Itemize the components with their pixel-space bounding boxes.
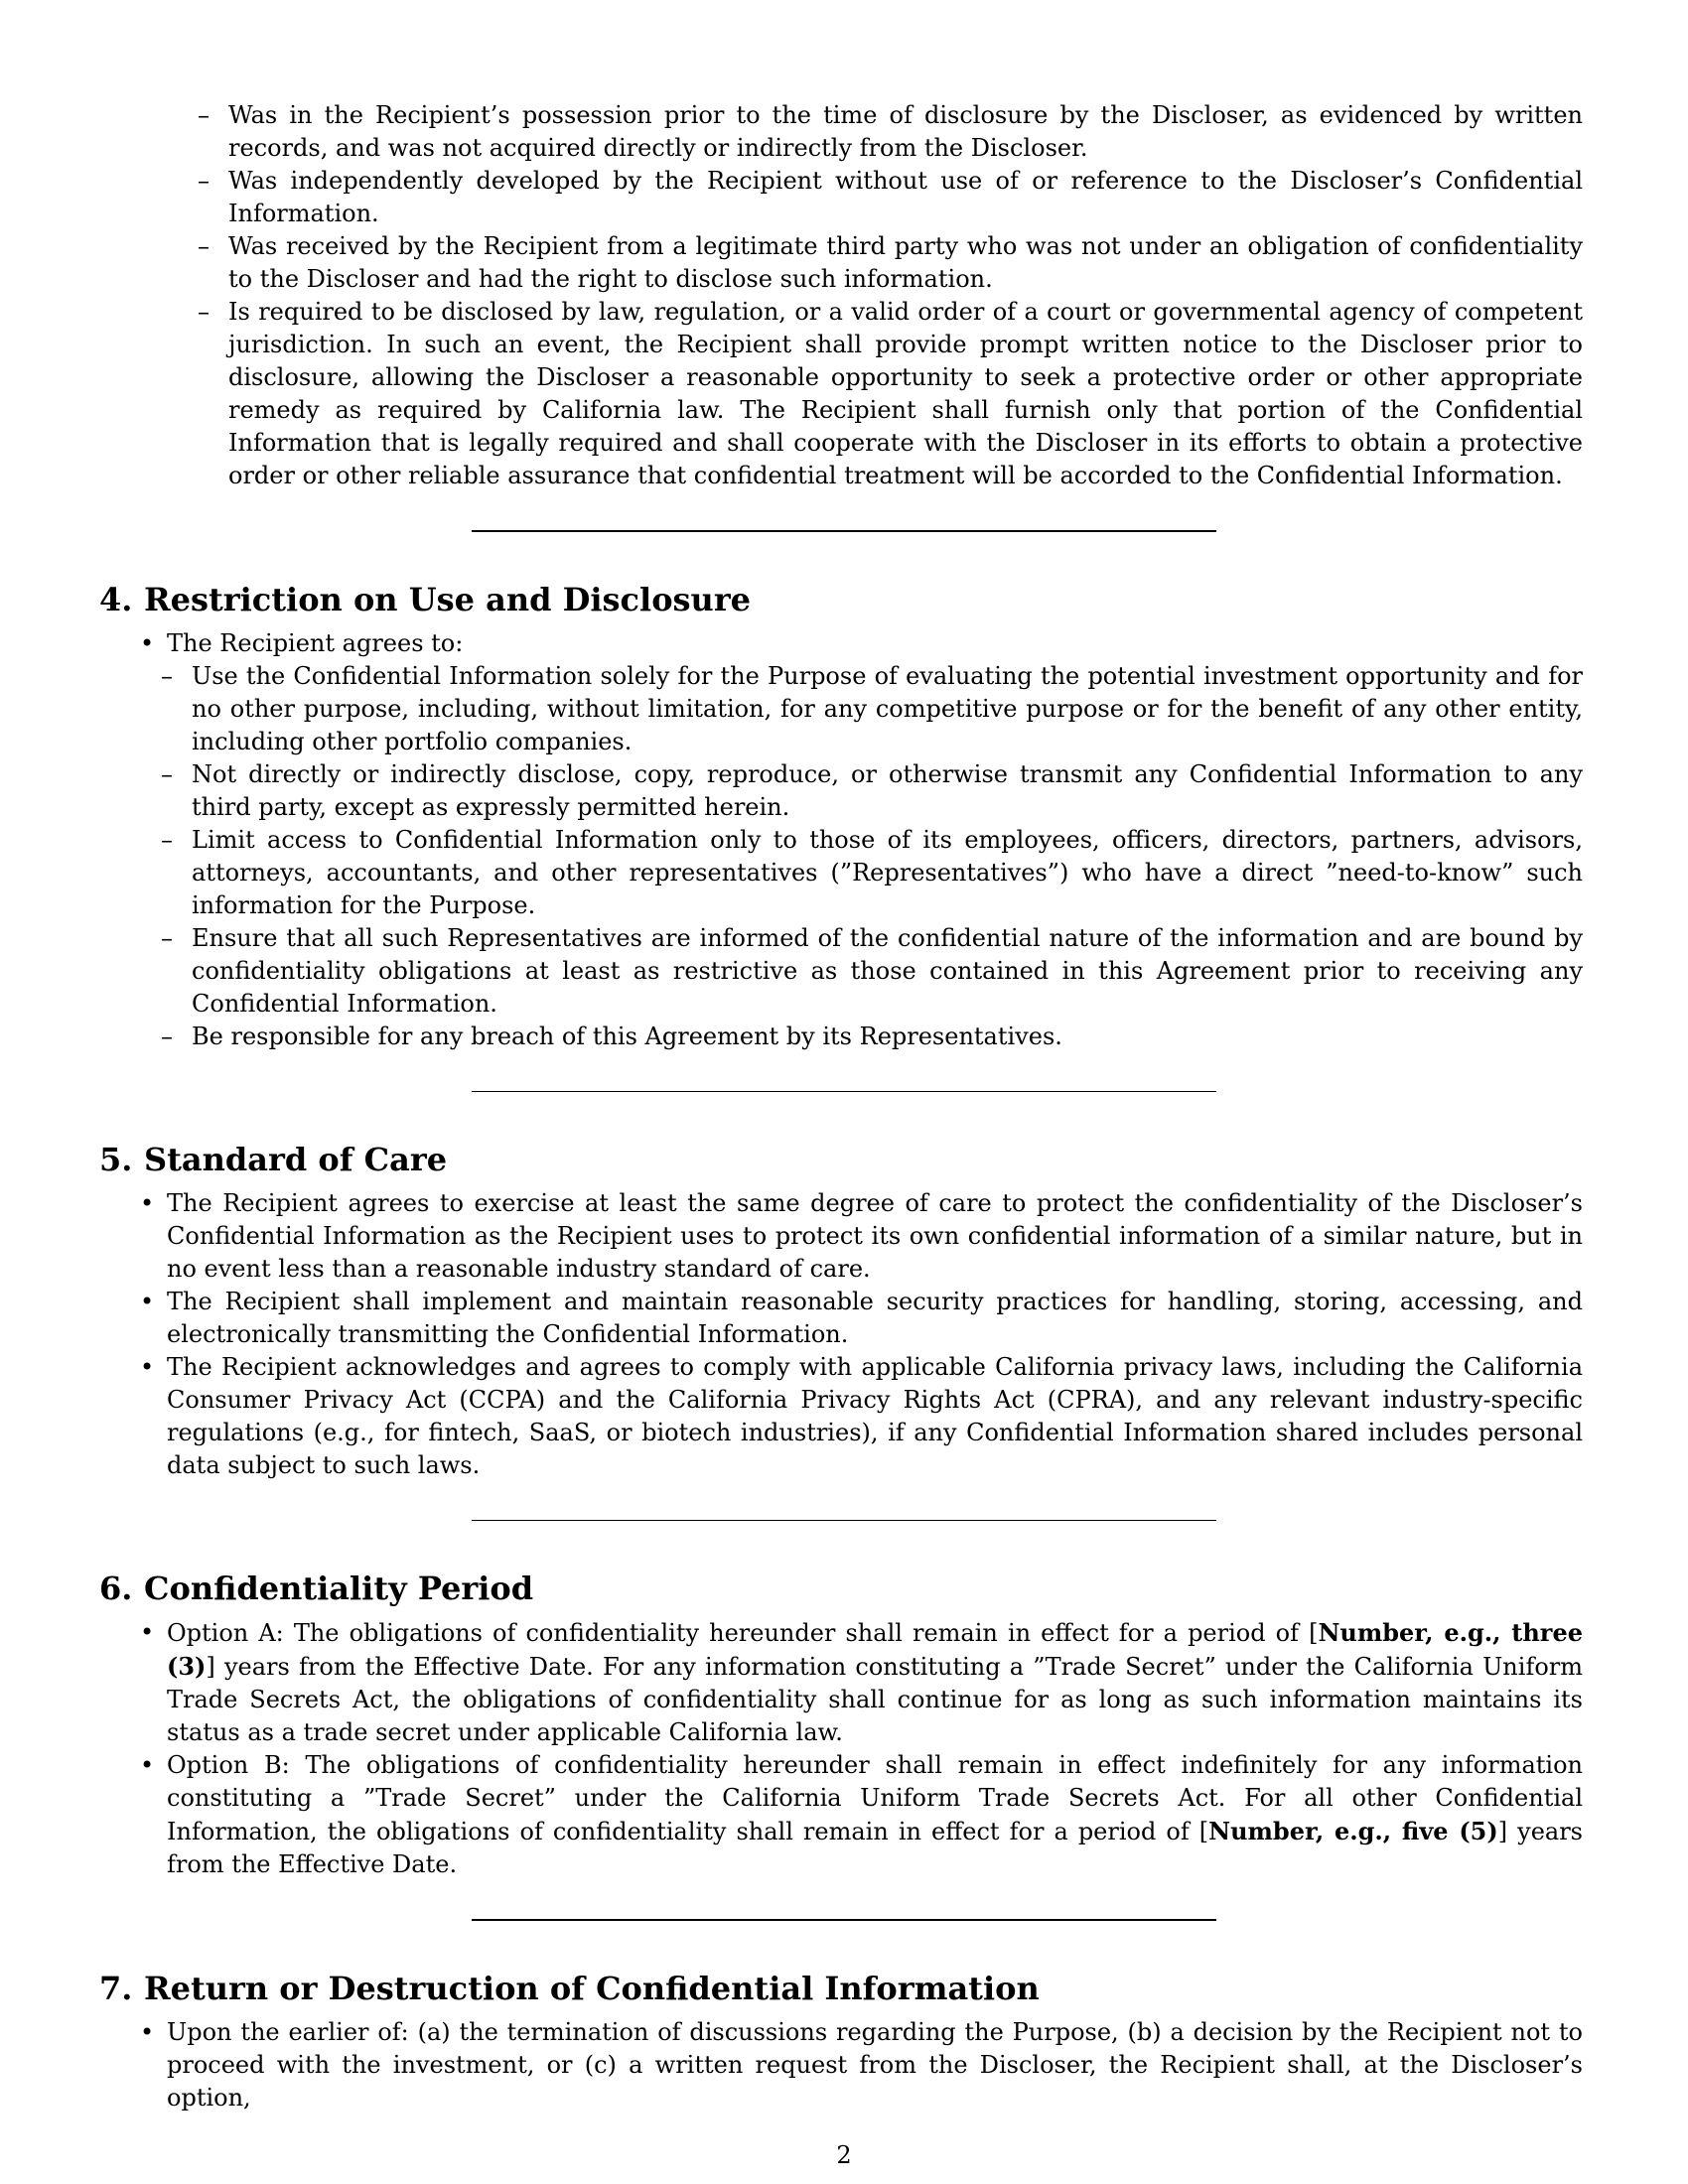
- section-number: 5.: [99, 1141, 133, 1178]
- list-item: – Limit access to Confidential Information only to those of its employees, officers, directors, partners, advisors, attorneys, accountants, and other representatives (”Representatives”) who have a direct ”need-to-know” such information for the Purpose.: [161, 824, 1583, 922]
- list-item-text: The Recipient acknowledges and agrees to comply with applicable California privacy laws, including the California Consumer Privacy Act (CCPA) and the California Privacy Rights Act (CPRA), and any relevant industry-specific regulations (e.g., for fintech, SaaS, or biotech industries), if any Confidential Information shared includes personal data subject to such laws.: [167, 1353, 1583, 1479]
- list-item-text: Upon the earlier of: (a) the termination of discussions regarding the Purpose, (b) a decision by the Recipient not to proceed with the investment, or (c) a written request from the Discloser, the Recipient shall, at the Discloser’s option,: [167, 2018, 1583, 2112]
- section-title: Restriction on Use and Disclosure: [144, 581, 752, 618]
- list-item: [138, 1351, 1583, 1482]
- option-b-placeholder: Number, e.g., five (5): [1208, 1817, 1498, 1845]
- list-item-text: The Recipient shall implement and maintain reasonable security practices for handling, storing, accessing, and electronically transmitting the Confidential Information.: [167, 1288, 1583, 1348]
- option-a-text-end: ] years from the Effective Date. For any information constituting a ”Trade Secret” under the California Uniform Trade Secrets Act, the obligations of confidentiality shall continue for as long as such information maintains its status as a trade secret under applicable California law.: [167, 1653, 1583, 1746]
- bullet-icon: •: [140, 629, 155, 657]
- list-item: [138, 2016, 1583, 2115]
- list-item: – Was independently developed by the Recipient without use of or reference to the Discloser’s Confidential Information.: [198, 165, 1583, 230]
- list-item-text: The Recipient agrees to:: [167, 629, 464, 657]
- page-number: 2: [836, 2141, 852, 2169]
- option-b-text: Option B: The obligations of confidentiality hereunder shall remain in effect indefinitely for any information constituting a ”Trade Secret” under the California Uniform Trade Secrets Act. For all other Confidential Information, the obligations of confidentiality shall remain in effect for a period of [: [167, 1751, 1583, 1845]
- section-6-list: [138, 1616, 1583, 1881]
- section-number: 6.: [99, 1570, 133, 1607]
- section-title: Confidentiality Period: [144, 1570, 534, 1607]
- option-a-text: Option A: The obligations of confidentiality hereunder shall remain in effect for a period of [: [167, 1619, 1319, 1647]
- section-divider: [472, 530, 1216, 532]
- bullet-icon: •: [140, 1751, 155, 1779]
- section-number: 7.: [99, 1970, 133, 2007]
- list-item: [138, 1616, 1583, 1749]
- section-7-heading: [99, 1969, 1583, 2008]
- section-title: Standard of Care: [144, 1141, 448, 1178]
- section-divider: [472, 1520, 1216, 1521]
- list-item: – Was received by the Recipient from a legitimate third party who was not under an obligation of confidentiality to the Discloser and had the right to disclose such information.: [198, 230, 1583, 296]
- list-item: – Be responsible for any breach of this Agreement by its Representatives.: [161, 1021, 1583, 1053]
- list-item: – Was in the Recipient’s possession prior to the time of disclosure by the Discloser, as evidenced by written records, and was not acquired directly or indirectly from the Discloser.: [198, 99, 1583, 165]
- list-item: [138, 1749, 1583, 1881]
- section-divider: [472, 1091, 1216, 1092]
- section-4-heading: [99, 580, 1583, 619]
- section-5-heading: [99, 1140, 1583, 1179]
- continuation-list: [198, 99, 1583, 492]
- option-b-text-end: ] years from the Effective Date.: [167, 1818, 1584, 1878]
- list-item-text: The Recipient agrees to exercise at least the same degree of care to protect the confidentiality of the Discloser’s Confidential Information as the Recipient uses to protect its own confidential information of a similar nature, but in no event less than a reasonable industry standard of care.: [167, 1189, 1583, 1283]
- list-item: – Not directly or indirectly disclose, copy, reproduce, or otherwise transmit any Confidential Information to any third party, except as expressly permitted herein.: [161, 758, 1583, 824]
- section-divider: [472, 1919, 1216, 1921]
- section-title: Return or Destruction of Confidential Information: [144, 1970, 1040, 2007]
- section-6-heading: [99, 1569, 1583, 1608]
- list-item: – Use the Confidential Information solely for the Purpose of evaluating the potential investment opportunity and for no other purpose, including, without limitation, for any competitive purpose or for the benefit of any other entity, including other portfolio companies.: [161, 660, 1583, 758]
- bullet-icon: •: [140, 1189, 155, 1217]
- bullet-icon: •: [140, 1353, 155, 1381]
- section-number: 4.: [99, 581, 133, 618]
- section-7-list: [138, 2016, 1583, 2115]
- list-item: [138, 1286, 1583, 1351]
- bullet-icon: •: [140, 2018, 155, 2046]
- bullet-icon: •: [140, 1288, 155, 1315]
- list-item: – Ensure that all such Representatives are informed of the confidential nature of the information and are bound by confidentiality obligations at least as restrictive as those contained in this Agreement prior to receiving any Confidential Information.: [161, 922, 1583, 1021]
- option-a-placeholder: Number, e.g., three (3): [167, 1618, 1583, 1681]
- bullet-icon: •: [140, 1618, 155, 1646]
- section-5-list: [138, 1187, 1583, 1482]
- section-4-list: [138, 627, 1583, 1053]
- list-item: [138, 627, 1583, 1053]
- list-item: – Is required to be disclosed by law, regulation, or a valid order of a court or governmental agency of competent jurisdiction. In such an event, the Recipient shall provide prompt written notice to the Discloser prior to disclosure, allowing the Discloser a reasonable opportunity to seek a protective order or other appropriate remedy as required by California law. The Recipient shall furnish only that portion of the Confidential Information that is legally required and shall cooperate with the Discloser in its efforts to obtain a protective order or other reliable assurance that confidential treatment will be accorded to the Confidential Information.: [198, 296, 1583, 492]
- list-item: [138, 1187, 1583, 1286]
- section-4-sublist: [161, 660, 1583, 1053]
